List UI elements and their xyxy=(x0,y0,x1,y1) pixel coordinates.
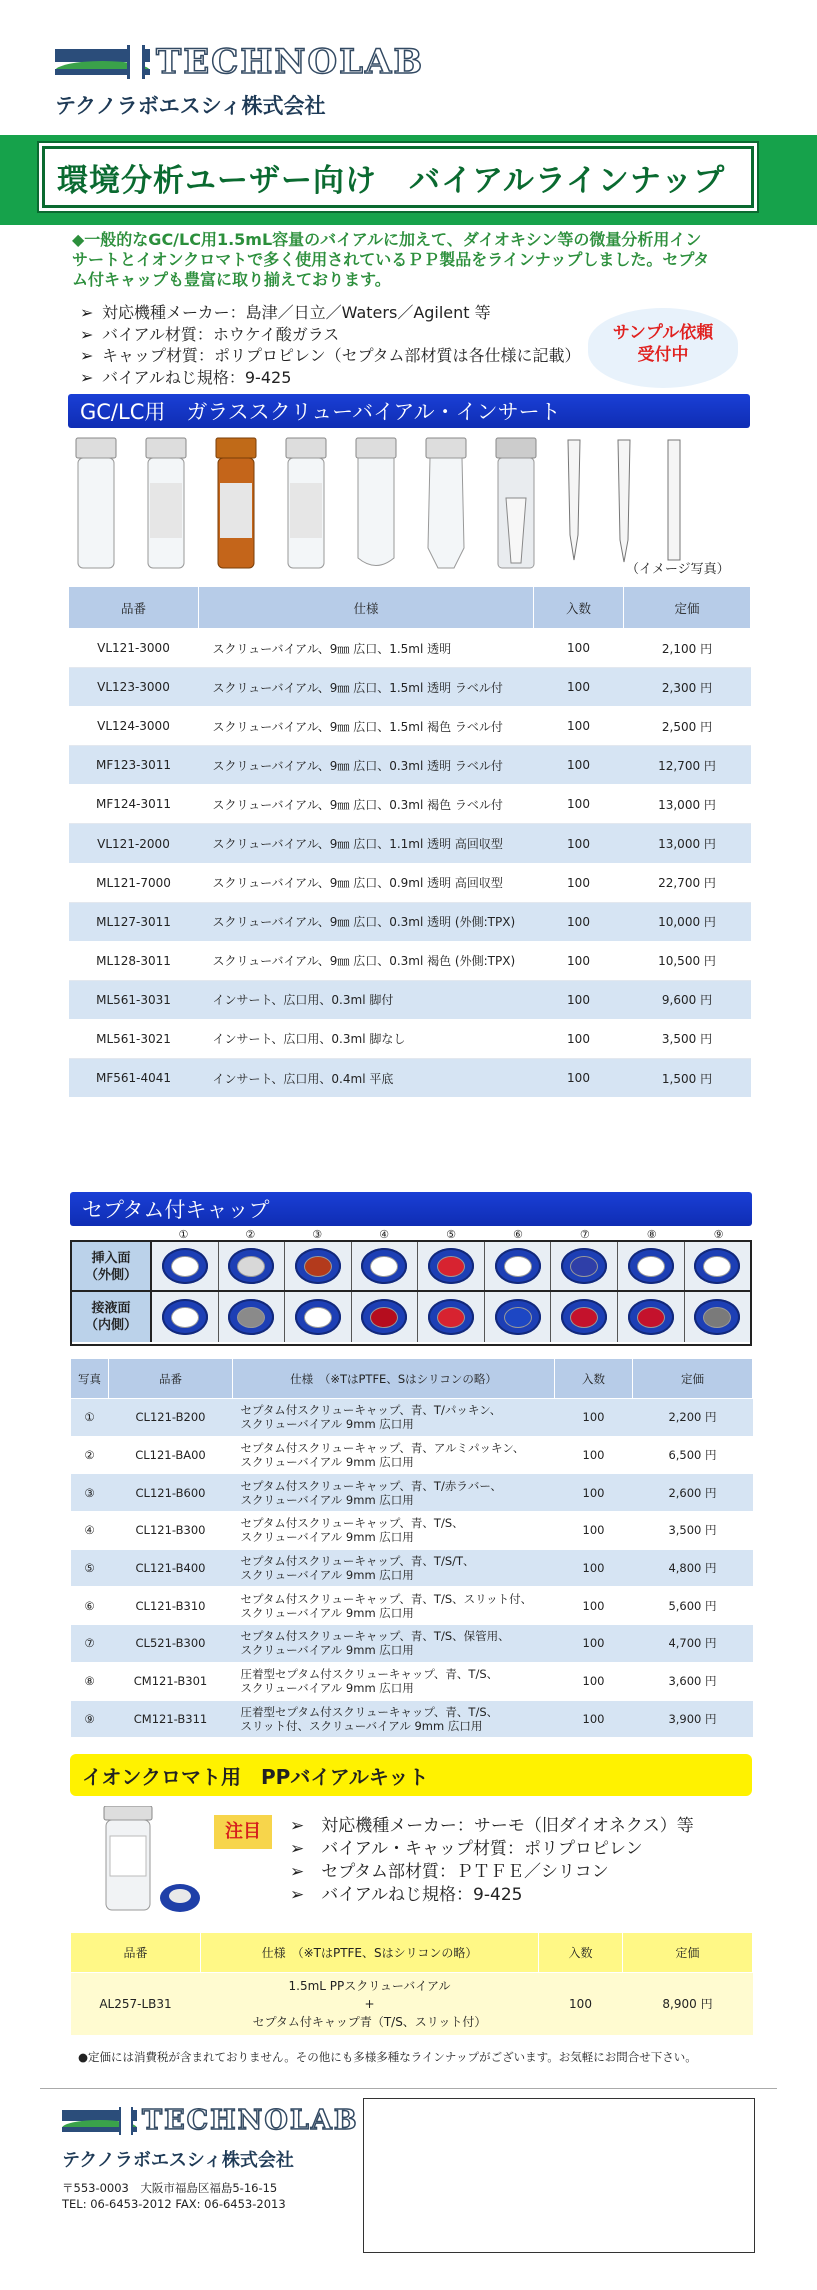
cap-septum xyxy=(561,1299,607,1335)
cap-photo xyxy=(418,1292,485,1342)
table-row: MF124-3011 スクリューバイアル、9㎜ 広口、0.3ml 褐色 ラベル付 100 13,000 円 xyxy=(69,785,751,824)
table-row: ⑧ CM121-B301 圧着型セプタム付スクリューキャップ、青、T/S、 スクリューバイアル 9mm 広口用 100 3,600 円 xyxy=(71,1662,753,1700)
list-item: ➢ バイアル材質：ホウケイ酸ガラス xyxy=(80,324,340,344)
septum-disc xyxy=(703,1307,731,1328)
arrow-icon: ➢ xyxy=(290,1885,322,1905)
septum-disc xyxy=(570,1307,598,1328)
cap-septum xyxy=(295,1299,341,1335)
cap-septum xyxy=(361,1248,407,1284)
cap-septum xyxy=(628,1248,674,1284)
cap-septum xyxy=(228,1248,274,1284)
septum-disc xyxy=(171,1307,199,1328)
col-header: 仕様 xyxy=(199,587,534,629)
table-row: ⑨ CM121-B311 圧着型セプタム付スクリューキャップ、青、T/S、 スリット付、スクリューバイアル 9mm 広口用 100 3,900 円 xyxy=(71,1700,753,1738)
stamp-box xyxy=(363,2098,755,2253)
row-label: 挿入面 （外側） xyxy=(72,1242,152,1290)
cap-septum xyxy=(561,1248,607,1284)
footer-company-name: テクノラボエスシィ株式会社 xyxy=(62,2150,294,2171)
insert-photo xyxy=(668,440,680,560)
septum-disc xyxy=(237,1307,265,1328)
septum-disc xyxy=(171,1256,199,1277)
vial-table xyxy=(68,586,751,1098)
ion-kit-table xyxy=(70,1932,753,2035)
vial-photo xyxy=(356,438,396,566)
table-row: ML121-7000 スクリューバイアル、9㎜ 広口、0.9ml 透明 高回収型 100 22,700 円 xyxy=(69,863,751,902)
table-row: MF123-3011 スクリューバイアル、9㎜ 広口、0.3ml 透明 ラベル付 100 12,700 円 xyxy=(69,746,751,785)
septum-disc xyxy=(437,1256,465,1277)
cap-photo-grid xyxy=(70,1240,752,1346)
cap-photo xyxy=(152,1242,219,1290)
cap-septum xyxy=(628,1299,674,1335)
septum-disc xyxy=(637,1256,665,1277)
cap-septum xyxy=(162,1248,208,1284)
ion-feature-list xyxy=(290,1815,694,1907)
list-item: ➢ バイアルねじ規格：9-425 xyxy=(80,367,292,387)
logo-mark-icon xyxy=(62,2107,137,2135)
table-row: ⑤ CL121-B400 セプタム付スクリューキャップ、青、T/S/T、 スクリューバイアル 9mm 広口用 100 4,800 円 xyxy=(71,1549,753,1587)
cap-septum xyxy=(694,1248,740,1284)
section-ion-header: イオンクロマト用 PPバイアルキット xyxy=(70,1754,752,1796)
cap-septum xyxy=(694,1299,740,1335)
arrow-icon: ➢ xyxy=(290,1862,322,1882)
cap-number: ⑤ xyxy=(446,1228,456,1241)
list-item: ➢ 対応機種メーカー：サーモ（旧ダイオネクス）等 xyxy=(290,1816,694,1836)
cap-row-outer xyxy=(72,1242,750,1292)
septum-disc xyxy=(370,1307,398,1328)
cap-number: ④ xyxy=(379,1228,390,1241)
vial-photo xyxy=(426,438,466,568)
table-row: ③ CL121-B600 セプタム付スクリューキャップ、青、T/赤ラバー、 スクリューバイアル 9mm 広口用 100 2,600 円 xyxy=(71,1474,753,1512)
col-header: 品番 xyxy=(69,587,199,629)
cap-number: ⑥ xyxy=(512,1228,523,1241)
arrow-icon: ➢ xyxy=(290,1839,322,1859)
col-header: 仕様 （※TはPTFE、Sはシリコンの略） xyxy=(233,1359,555,1399)
table-header-row xyxy=(71,1933,753,1973)
table-row: ① CL121-B200 セプタム付スクリューキャップ、青、T/パッキン、 スクリューバイアル 9mm 広口用 100 2,200 円 xyxy=(71,1399,753,1437)
table-row: VL121-2000 スクリューバイアル、9㎜ 広口、1.1ml 透明 高回収型 100 13,000 円 xyxy=(69,824,751,863)
table-row: ⑥ CL121-B310 セプタム付スクリューキャップ、青、T/S、スリット付、 スクリューバイアル 9mm 広口用 100 5,600 円 xyxy=(71,1587,753,1625)
feature-list xyxy=(80,302,580,388)
row-label: 接液面 （内側） xyxy=(72,1292,152,1342)
arrow-icon: ➢ xyxy=(80,303,94,322)
vial-photo xyxy=(216,438,256,568)
cap-photo xyxy=(285,1242,352,1290)
vial-photo xyxy=(496,438,536,568)
vial-photo xyxy=(286,438,326,568)
septum-disc xyxy=(370,1256,398,1277)
cap-row-inner xyxy=(72,1292,750,1342)
arrow-icon: ➢ xyxy=(80,367,94,387)
septum-disc xyxy=(637,1307,665,1328)
septum-disc xyxy=(504,1307,532,1328)
septum-disc xyxy=(570,1256,598,1277)
arrow-icon: ➢ xyxy=(290,1816,322,1836)
header-logo xyxy=(55,42,424,82)
septum-disc xyxy=(703,1256,731,1277)
cap-photo xyxy=(618,1242,685,1290)
arrow-icon: ➢ xyxy=(80,346,94,365)
cap-number: ③ xyxy=(312,1228,323,1241)
page-title: 環境分析ユーザー向け バイアルラインナップ xyxy=(57,162,726,199)
intro-text: ◆一般的なGC/LC用1.5mL容量のバイアルに加えて、ダイオキシン等の微量分析用インサートとイオンクロマトで多く使用されているＰＰ製品をラインナップしました。セプタム付キャップも豊富に取り揃えております。 xyxy=(72,230,710,289)
cap-number: ⑧ xyxy=(646,1228,657,1241)
cap-number: ⑨ xyxy=(713,1228,724,1241)
table-row: ML561-3031 インサート、広口用、0.3ml 脚付 100 9,600 円 xyxy=(69,980,751,1019)
septum-disc xyxy=(304,1256,332,1277)
col-header: 入数 xyxy=(534,587,624,629)
vial-photo xyxy=(76,438,116,568)
cap-photo xyxy=(285,1292,352,1342)
cap-photo xyxy=(551,1242,618,1290)
col-header: 仕様 （※TはPTFE、Sはシリコンの略） xyxy=(201,1933,539,1973)
footer-divider xyxy=(40,2088,777,2089)
table-row: ② CL121-BA00 セプタム付スクリューキャップ、青、アルミパッキン、 スクリューバイアル 9mm 広口用 100 6,500 円 xyxy=(71,1436,753,1474)
footnote: ●定価には消費税が含まれておりません。その他にも多様多種なラインナップがございます。お気軽にお問合せ下さい。 xyxy=(78,2050,697,2064)
cap-septum xyxy=(162,1299,208,1335)
logo-text: TECHNOLAB xyxy=(142,2105,359,2136)
cap-septum xyxy=(495,1299,541,1335)
cap-photo xyxy=(352,1242,419,1290)
featured-badge: 注目 xyxy=(214,1815,272,1849)
insert-photo xyxy=(618,440,630,562)
cap-number: ① xyxy=(178,1228,189,1241)
cap-septum xyxy=(361,1299,407,1335)
list-item: ➢ バイアルねじ規格：9-425 xyxy=(290,1885,523,1905)
image-note: （イメージ写真） xyxy=(626,562,730,577)
cap-photo xyxy=(352,1292,419,1342)
cap-photo xyxy=(685,1292,751,1342)
vial-photo xyxy=(146,438,186,568)
title-box xyxy=(42,146,754,208)
col-header: 定価 xyxy=(624,587,751,629)
cap-photo xyxy=(485,1242,552,1290)
list-item: ➢ バイアル・キャップ材質：ポリプロピレン xyxy=(290,1839,643,1859)
table-row: ML127-3011 スクリューバイアル、9㎜ 広口、0.3ml 透明 (外側:TPX) 100 10,000 円 xyxy=(69,902,751,941)
septum-disc xyxy=(437,1307,465,1328)
cap-photo xyxy=(219,1292,286,1342)
company-name: テクノラボエスシィ株式会社 xyxy=(55,94,326,118)
logo-text: TECHNOLAB xyxy=(156,42,425,82)
col-header: 品番 xyxy=(71,1933,201,1973)
col-header: 写真 xyxy=(71,1359,109,1399)
footer-address: 〒553-0003 大阪市福島区福島5-16-15 TEL: 06-6453-2012 FAX: 06-6453-2013 xyxy=(62,2181,286,2211)
table-row: ④ CL121-B300 セプタム付スクリューキャップ、青、T/S、 スクリューバイアル 9mm 広口用 100 3,500 円 xyxy=(71,1512,753,1550)
section-septum-header: セプタム付キャップ xyxy=(70,1192,752,1226)
cap-photo xyxy=(152,1292,219,1342)
cap-septum xyxy=(295,1248,341,1284)
septum-disc xyxy=(237,1256,265,1277)
cap-number: ⑦ xyxy=(579,1228,590,1241)
cap-septum xyxy=(495,1248,541,1284)
cap-table xyxy=(70,1358,753,1738)
cap-septum xyxy=(428,1299,474,1335)
table-row: ML128-3011 スクリューバイアル、9㎜ 広口、0.3ml 褐色 (外側:TPX) 100 10,500 円 xyxy=(69,941,751,980)
cap-number: ② xyxy=(245,1228,256,1241)
col-header: 品番 xyxy=(109,1359,233,1399)
table-row: ML561-3021 インサート、広口用、0.3ml 脚なし 100 3,500 円 xyxy=(69,1019,751,1058)
table-header-row xyxy=(69,587,751,629)
list-item: ➢ キャップ材質：ポリプロピレン（セプタム部材質は各仕様に記載） xyxy=(80,346,581,365)
septum-disc xyxy=(504,1256,532,1277)
list-item: ➢ 対応機種メーカー：島津／日立／Waters／Agilent 等 xyxy=(80,303,491,322)
table-row: VL124-3000 スクリューバイアル、9㎜ 広口、1.5ml 褐色 ラベル付 100 2,500 円 xyxy=(69,707,751,746)
insert-photo xyxy=(568,440,580,560)
col-header: 入数 xyxy=(555,1359,633,1399)
col-header: 定価 xyxy=(623,1933,753,1973)
cap-photo xyxy=(551,1292,618,1342)
col-header: 入数 xyxy=(539,1933,623,1973)
cap-septum xyxy=(228,1299,274,1335)
table-row: MF561-4041 インサート、広口用、0.4ml 平底 100 1,500 円 xyxy=(69,1059,751,1098)
septum-disc xyxy=(304,1307,332,1328)
table-header-row xyxy=(71,1359,753,1399)
logo-mark-icon xyxy=(55,45,150,79)
cap-photo xyxy=(485,1292,552,1342)
cap-photo xyxy=(219,1242,286,1290)
footer-logo xyxy=(62,2105,359,2136)
table-row: VL123-3000 スクリューバイアル、9㎜ 広口、1.5ml 透明 ラベル付 100 2,300 円 xyxy=(69,668,751,707)
list-item: ➢ セプタム部材質：ＰＴＦＥ／シリコン xyxy=(290,1862,609,1882)
cap-septum xyxy=(428,1248,474,1284)
pp-vial-photo xyxy=(96,1806,206,1926)
arrow-icon: ➢ xyxy=(80,324,94,344)
col-header: 定価 xyxy=(633,1359,753,1399)
table-row: AL257-LB31 1.5mL PPスクリューバイアル + セプタム付キャップ青（T/S、スリット付） 100 8,900 円 xyxy=(71,1973,753,2035)
cap-photo xyxy=(685,1242,751,1290)
section-gc-lc-header: GC/LC用 ガラススクリューバイアル・インサート xyxy=(68,394,750,428)
cap-photo xyxy=(618,1292,685,1342)
sample-request-badge[interactable]: サンプル依頼 受付中 xyxy=(588,308,738,388)
table-row: VL121-3000 スクリューバイアル、9㎜ 広口、1.5ml 透明 100 2,100 円 xyxy=(69,629,751,668)
cap-photo xyxy=(418,1242,485,1290)
table-row: ⑦ CL521-B300 セプタム付スクリューキャップ、青、T/S、保管用、 スクリューバイアル 9mm 広口用 100 4,700 円 xyxy=(71,1625,753,1663)
